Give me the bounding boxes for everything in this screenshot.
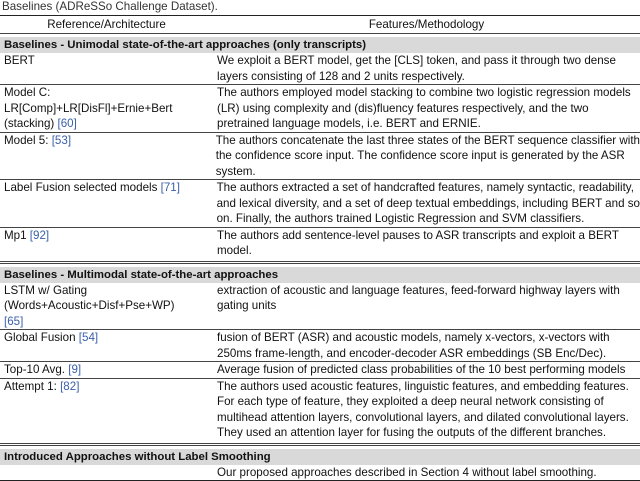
methodology-cell — [213, 228, 640, 259]
methodology-line: They used an attention layer for fusing the outputs of the different branches. — [217, 426, 607, 439]
table-header — [0, 16, 640, 33]
reference-line — [4, 362, 213, 378]
methodology-line: model. — [217, 244, 252, 257]
methodology-line: on. Finally, the authors trained Logistic Regression and SVM classifiers. — [216, 212, 585, 225]
reference-cell — [0, 180, 213, 227]
methodology-cell — [213, 283, 640, 330]
reference-line — [4, 314, 213, 330]
section-header: Baselines - Multimodal state-of-the-art approaches — [0, 267, 640, 283]
reference-line — [4, 465, 213, 481]
citation-link[interactable]: [82] — [60, 379, 80, 393]
reference-cell — [0, 362, 213, 378]
methodology-cell — [213, 330, 640, 361]
baselines-table — [0, 15, 640, 481]
reference-text: LR[Comp]+LR[DisFl]+Ernie+Bert — [4, 101, 173, 115]
section-header: Introduced Approaches without Label Smoothing — [0, 449, 640, 465]
reference-cell — [0, 85, 213, 132]
reference-text: (Words+Acoustic+Disf+Pse+WP) — [4, 299, 175, 312]
methodology-cell — [213, 85, 640, 132]
reference-text: Model C: — [4, 86, 51, 99]
methodology-line: Our proposed approaches described in Section 4 without label smoothing. — [217, 465, 597, 479]
reference-text: LSTM w/ Gating — [4, 283, 88, 297]
reference-line — [4, 298, 213, 314]
methodology-line: The authors add sentence-level pauses to ASR transcripts and exploit a BERT — [217, 228, 619, 242]
header-features-methodology: Features/Methodology — [368, 18, 485, 31]
table-row — [0, 53, 640, 84]
reference-cell — [0, 133, 212, 180]
citation-link[interactable]: [71] — [160, 181, 180, 194]
reference-line — [4, 133, 212, 149]
methodology-cell — [213, 180, 640, 227]
reference-line — [4, 180, 213, 196]
methodology-cell — [213, 53, 640, 84]
citation-link[interactable]: [60] — [57, 117, 77, 130]
table-row — [0, 180, 640, 227]
methodology-line: extraction of acoustic and language features, feed-forward highway layers with — [217, 283, 620, 297]
reference-line — [4, 228, 213, 244]
table-caption: Baselines (ADReSSo Challenge Dataset). — [2, 0, 218, 13]
methodology-line: The authors used acoustic features, linguistic features, and embedding features. — [217, 379, 629, 393]
methodology-cell — [213, 465, 640, 481]
table-row — [0, 283, 640, 330]
reference-text: Top-10 Avg. — [4, 363, 66, 376]
header-reference-architecture: Reference/Architecture — [47, 18, 166, 31]
citation-link[interactable]: [9] — [68, 363, 82, 376]
reference-line — [4, 53, 213, 69]
methodology-line: gating units — [217, 299, 277, 312]
table-row — [0, 228, 640, 259]
reference-text: Global Fusion — [4, 331, 76, 344]
section-rule — [0, 261, 640, 264]
citation-link[interactable]: [65] — [4, 314, 24, 328]
methodology-line: multihead attention layers, convolutional layers, and dilated convolutional layers. — [217, 410, 629, 424]
methodology-line: and lexical diversity, and a set of deep textual embeddings, including BERT and so — [216, 196, 640, 210]
reference-cell — [0, 283, 213, 330]
methodology-line: pretrained language models, i.e. BERT and ERNIE. — [217, 117, 481, 130]
table-row — [0, 85, 640, 132]
section-rule — [0, 443, 640, 446]
citation-link[interactable]: [92] — [29, 228, 50, 242]
methodology-line: The authors employed model stacking to combine two logistic regression models — [217, 86, 631, 99]
methodology-line: layers consisting of 128 and 2 units respectively. — [217, 69, 465, 83]
methodology-line: We exploit a BERT model, get the [CLS] token, and pass it through two dense — [217, 54, 616, 67]
methodology-cell — [212, 133, 640, 180]
table-row — [0, 465, 640, 481]
header-rule — [0, 33, 640, 34]
methodology-line: The authors extracted a set of handcrafted features, namely syntactic, readability, — [216, 181, 634, 194]
reference-cell — [0, 330, 213, 361]
reference-text: Label Fusion selected models — [4, 181, 158, 194]
methodology-cell — [213, 379, 640, 441]
section-header: Baselines - Unimodal state-of-the-art approaches (only transcripts) — [0, 37, 640, 53]
citation-link[interactable]: [53] — [51, 133, 72, 147]
reference-line — [4, 85, 213, 101]
citation-link[interactable]: [54] — [78, 331, 99, 344]
reference-line — [4, 116, 213, 132]
reference-cell — [0, 228, 213, 259]
methodology-line: 250ms frame-length, and encoder-decoder ASR embeddings (SB Enc/Dec). — [217, 346, 607, 360]
reference-cell — [0, 465, 213, 481]
methodology-line: the confidence score input. The confidence score input is generated by the ASR — [215, 149, 625, 162]
reference-text: Model 5: — [4, 133, 49, 147]
reference-line — [4, 101, 213, 117]
reference-line — [4, 283, 213, 299]
methodology-line: system. — [215, 164, 256, 178]
reference-text: Mp1 — [4, 228, 27, 242]
table-row — [0, 379, 640, 441]
reference-line — [4, 330, 213, 346]
reference-text: BERT — [4, 54, 35, 67]
methodology-line: The authors concatenate the last three states of the BERT sequence classifier with — [215, 133, 640, 147]
table-row — [0, 362, 640, 378]
reference-cell — [0, 379, 213, 441]
reference-line — [4, 379, 213, 395]
reference-cell — [0, 53, 213, 84]
methodology-line: fusion of BERT (ASR) and acoustic models, namely x-vectors, x-vectors with — [217, 331, 610, 344]
methodology-line: (LR) using complexity and (dis)fluency features respectively, and the two — [217, 101, 589, 115]
methodology-line: For each type of feature, they exploited a deep neural network consisting of — [217, 395, 604, 408]
reference-text: Attempt 1: — [4, 379, 57, 393]
methodology-line: Average fusion of predicted class probabilities of the 10 best performing models — [217, 363, 626, 376]
table-row — [0, 133, 640, 180]
reference-text: (stacking) — [4, 117, 55, 130]
table-row — [0, 330, 640, 361]
methodology-cell — [213, 362, 640, 378]
